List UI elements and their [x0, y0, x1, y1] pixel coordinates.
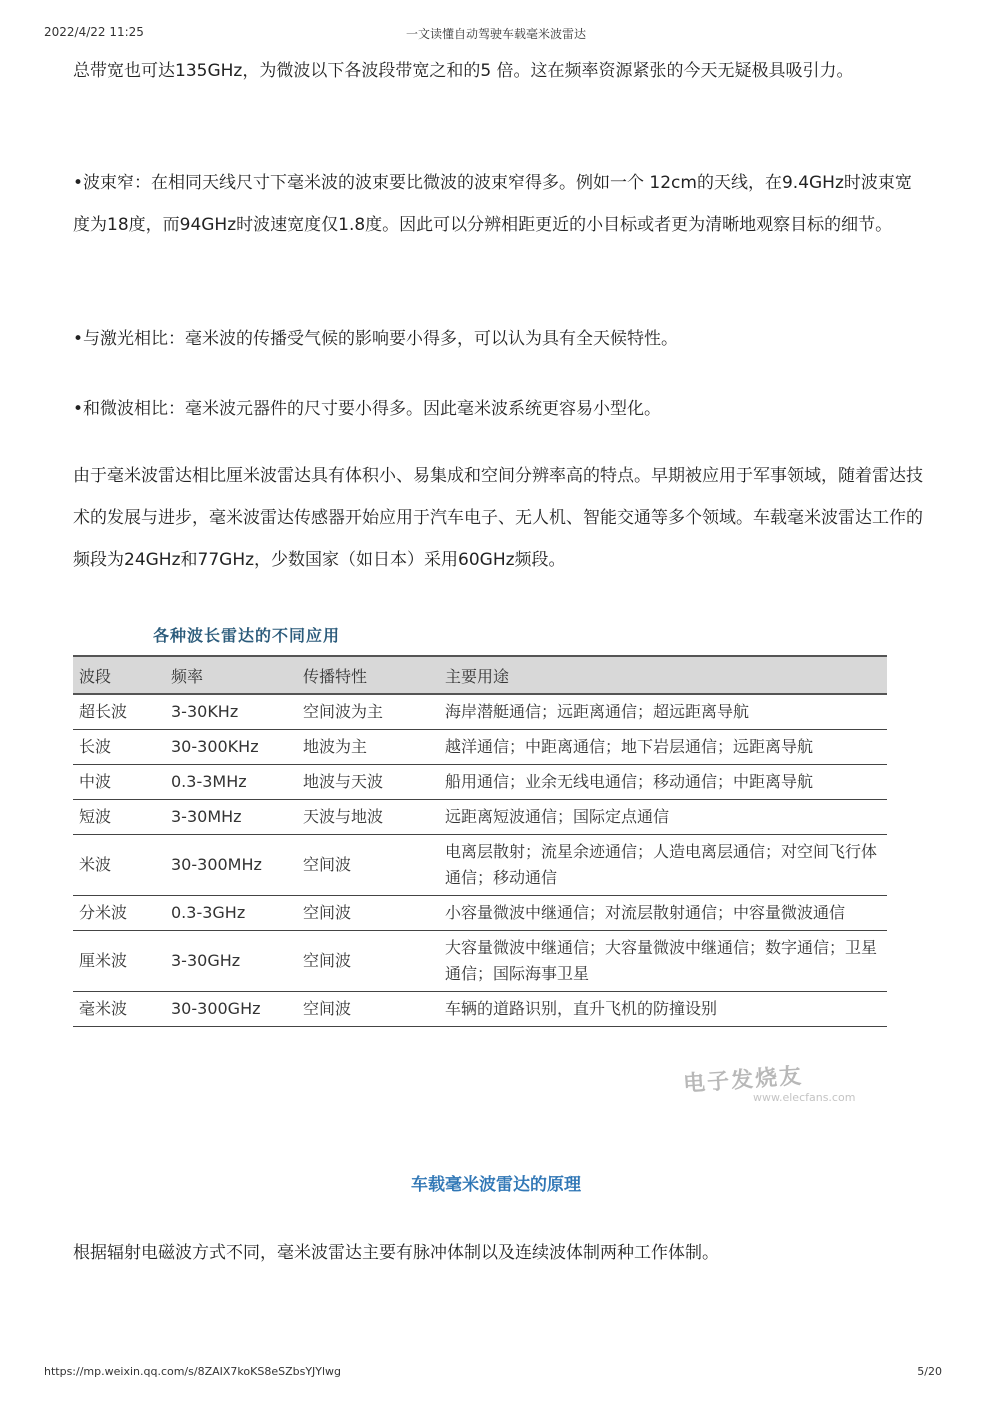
header-frequency: 频率 — [165, 656, 297, 694]
page-title: 一文读懂自动驾驶车载毫米波雷达 — [405, 27, 586, 41]
cell-propagation: 天波与地波 — [297, 800, 439, 835]
page-number: 5/20 — [917, 1365, 942, 1378]
cell-frequency: 3-30KHz — [165, 694, 297, 730]
cell-propagation: 空间波 — [297, 931, 439, 992]
header-usage: 主要用途 — [439, 656, 887, 694]
cell-frequency: 30-300KHz — [165, 730, 297, 765]
cell-band: 超长波 — [73, 694, 165, 730]
header-band: 波段 — [73, 656, 165, 694]
cell-usage: 远距离短波通信；国际定点通信 — [439, 800, 887, 835]
cell-band: 短波 — [73, 800, 165, 835]
cell-propagation: 空间波 — [297, 835, 439, 896]
print-datetime: 2022/4/22 11:25 — [44, 25, 144, 39]
paragraph-applications: 由于毫米波雷达相比厘米波雷达具有体积小、易集成和空间分辨率高的特点。早期被应用于军事领域，随着雷达技术的发展与进步，毫米波雷达传感器开始应用于汽车电子、无人机、智能交通等多个领域。车载毫米波雷达工作的频段为24GHz和77GHz，少数国家（如日本）采用60GHz频段。 — [73, 466, 923, 570]
table-row — [73, 835, 887, 896]
cell-usage: 车辆的道路识别，直升飞机的防撞设别 — [439, 992, 887, 1027]
section-heading: 车载毫米波雷达的原理 — [411, 1175, 581, 1195]
cell-frequency: 3-30GHz — [165, 931, 297, 992]
cell-propagation: 空间波 — [297, 992, 439, 1027]
cell-usage: 海岸潜艇通信；远距离通信；超远距离导航 — [439, 694, 887, 730]
table-row — [73, 931, 887, 992]
paragraph-vs-microwave: •和微波相比：毫米波元器件的尺寸要小得多。因此毫米波系统更容易小型化。 — [73, 399, 662, 419]
cell-propagation: 地波为主 — [297, 730, 439, 765]
cell-frequency: 30-300MHz — [165, 835, 297, 896]
paragraph-principle: 根据辐射电磁波方式不同，毫米波雷达主要有脉冲体制以及连续波体制两种工作体制。 — [73, 1243, 719, 1263]
wave-band-table-image — [73, 615, 921, 1123]
table-title: 各种波长雷达的不同应用 — [153, 626, 341, 645]
table-row — [73, 765, 887, 800]
cell-frequency: 0.3-3GHz — [165, 896, 297, 931]
table-row — [73, 694, 887, 730]
cell-band: 毫米波 — [73, 992, 165, 1027]
cell-propagation: 空间波 — [297, 896, 439, 931]
cell-usage: 电离层散射；流星余迹通信；人造电离层通信；对空间飞行体通信；移动通信 — [439, 835, 887, 896]
cell-usage: 大容量微波中继通信；大容量微波中继通信；数字通信；卫星通信；国际海事卫星 — [439, 931, 887, 992]
cell-usage: 船用通信；业余无线电通信；移动通信；中距离导航 — [439, 765, 887, 800]
cell-propagation: 地波与天波 — [297, 765, 439, 800]
table-header-row — [73, 656, 887, 694]
paragraph-narrow-beam: •波束窄：在相同天线尺寸下毫米波的波束要比微波的波束窄得多。例如一个 12cm的天线，在9.4GHz时波束宽度为18度，而94GHz时波速宽度仅1.8度。因此可以分辨相距更近的小目标或者更为清晰地观察目标的细节。 — [73, 173, 912, 235]
cell-usage: 越洋通信；中距离通信；地下岩层通信；远距离导航 — [439, 730, 887, 765]
table-row — [73, 800, 887, 835]
cell-band: 米波 — [73, 835, 165, 896]
watermark-url: www.elecfans.com — [753, 1091, 856, 1104]
cell-band: 分米波 — [73, 896, 165, 931]
table-row — [73, 896, 887, 931]
cell-propagation: 空间波为主 — [297, 694, 439, 730]
watermark-logo: 电子发烧友 — [682, 1063, 804, 1098]
cell-frequency: 30-300GHz — [165, 992, 297, 1027]
table-row — [73, 992, 887, 1027]
cell-usage: 小容量微波中继通信；对流层散射通信；中容量微波通信 — [439, 896, 887, 931]
paragraph-bandwidth: 总带宽也可达135GHz，为微波以下各波段带宽之和的5 倍。这在频率资源紧张的今天无疑极具吸引力。 — [73, 61, 854, 81]
paragraph-vs-laser: •与激光相比：毫米波的传播受气候的影响要小得多，可以认为具有全天候特性。 — [73, 329, 679, 349]
cell-frequency: 0.3-3MHz — [165, 765, 297, 800]
table-row — [73, 730, 887, 765]
cell-band: 厘米波 — [73, 931, 165, 992]
footer-url: https://mp.weixin.qq.com/s/8ZAIX7koKS8eSZbsYJYlwg — [44, 1365, 342, 1378]
header-propagation: 传播特性 — [297, 656, 439, 694]
cell-frequency: 3-30MHz — [165, 800, 297, 835]
cell-band: 中波 — [73, 765, 165, 800]
wave-band-table — [73, 655, 887, 1027]
cell-band: 长波 — [73, 730, 165, 765]
